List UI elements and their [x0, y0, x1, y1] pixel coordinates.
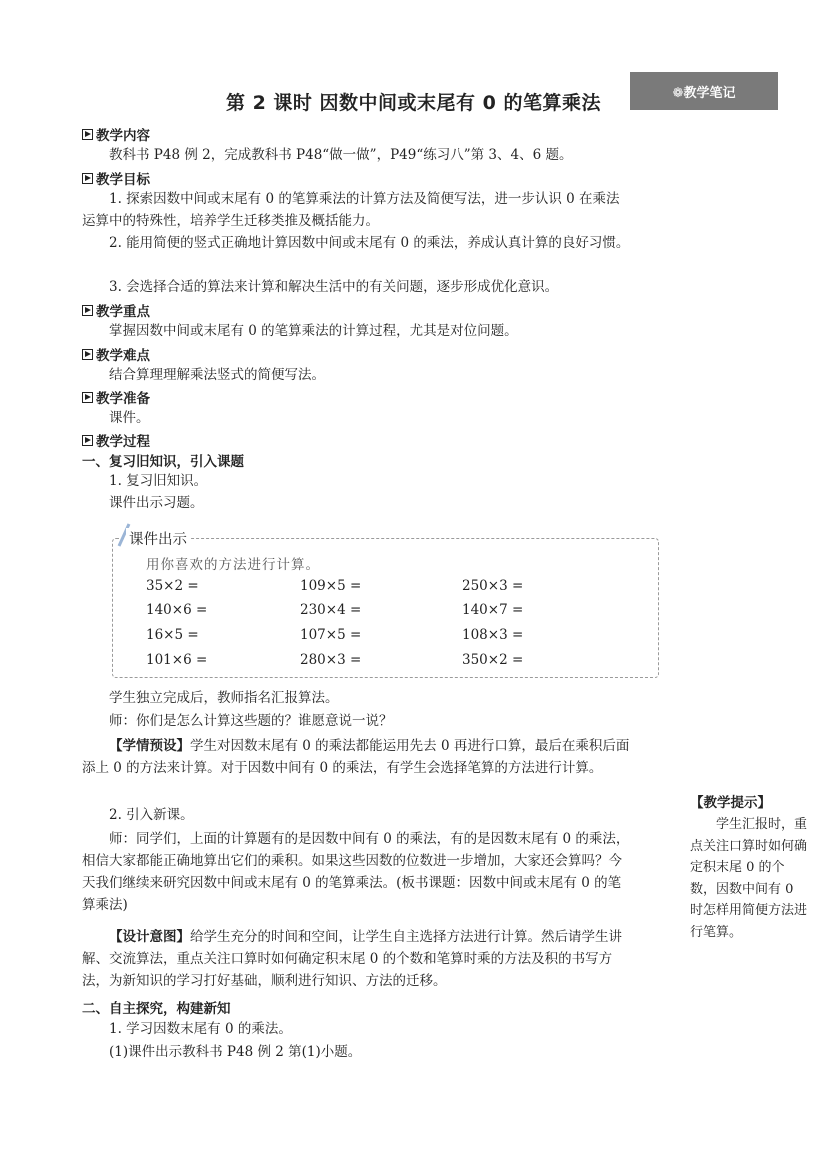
- design-paragraph: 【设计意图】给学生充分的时间和空间，让学生自主选择方法进行计算。然后请学生讲解、交流算法，重点关注口算时如何确定积末尾 0 的个数和笔算时乘的方法及积的书写方法，为新知识的学习打好基础，顺利进行知识、方法的迁移。: [82, 929, 622, 989]
- exercise-cell: 280×3 =: [300, 652, 362, 668]
- key-text: 掌握因数中间或末尾有 0 的笔算乘法的计算过程，尤其是对位问题。: [109, 323, 518, 339]
- play-icon: [82, 392, 93, 403]
- side-note-title: 【教学提示】: [690, 795, 771, 811]
- section-prep-heading: 教学准备: [82, 387, 150, 407]
- difficulty-text: 结合算理理解乘法竖式的简便写法。: [109, 367, 325, 383]
- page-title: 第 2 课时 因数中间或末尾有 0 的笔算乘法: [225, 92, 601, 114]
- section-key-heading: 教学重点: [82, 300, 150, 320]
- exercise-cell: 230×4 =: [300, 602, 362, 618]
- part1-heading: 一、复习旧知识，引入课题: [82, 454, 244, 470]
- exercise-cell: 107×5 =: [300, 627, 362, 643]
- design-tag: 【设计意图】: [109, 929, 190, 945]
- after-text-2: 师：你们是怎么计算这些题的？谁愿意说一说？: [109, 713, 393, 729]
- after-text-1: 学生独立完成后，教师指名汇报算法。: [109, 690, 339, 706]
- part1-step1b: 课件出示习题。: [109, 495, 204, 511]
- exercise-cell: 101×6 =: [146, 652, 208, 668]
- goal-item-2: 2. 能用简便的竖式正确地计算因数中间或末尾有 0 的乘法，养成认真计算的良好习惯。: [109, 235, 630, 251]
- part2-heading: 二、自主探究，构建新知: [82, 1001, 231, 1017]
- part2-step1: 1. 学习因数末尾有 0 的乘法。: [109, 1021, 292, 1037]
- courseware-subtitle: 用你喜欢的方法进行计算。: [146, 557, 320, 573]
- content-text: 教科书 P48 例 2，完成教科书 P48“做一做”，P49“练习八”第 3、4、6 题。: [109, 147, 573, 163]
- analysis-paragraph: 【学情预设】学生对因数末尾有 0 的乘法都能运用先去 0 再进行口算，最后在乘积后面添上 0 的方法来计算。对于因数中间有 0 的乘法，有学生会选择笔算的方法进行计算。: [82, 738, 630, 776]
- exercise-cell: 16×5 =: [146, 627, 199, 643]
- play-icon: [82, 173, 93, 184]
- notes-tag: ❁教学笔记: [630, 72, 778, 110]
- part2-step1a: (1)课件出示教科书 P48 例 2 第(1)小题。: [109, 1044, 362, 1060]
- exercise-cell: 140×7 =: [462, 602, 524, 618]
- play-icon: [82, 305, 93, 316]
- section-difficulty-heading: 教学难点: [82, 344, 150, 364]
- exercise-cell: 140×6 =: [146, 602, 208, 618]
- section-process-heading: 教学过程: [82, 430, 150, 450]
- section-content-heading: 教学内容: [82, 124, 150, 144]
- prep-text: 课件。: [109, 410, 150, 426]
- exercise-cell: 250×3 =: [462, 578, 524, 594]
- teacher-paragraph: 师：同学们，上面的计算题有的是因数中间有 0 的乘法，有的是因数末尾有 0 的乘法，相信大家都能正确地算出它们的乘积。如果这些因数的位数进一步增加，大家还会算吗？今天我们继续来研究因数中间或末尾有 0 的笔算乘法。(板书课题：因数中间或末尾有 0 的笔算乘法): [82, 831, 630, 913]
- exercise-cell: 108×3 =: [462, 627, 524, 643]
- exercise-cell: 35×2 =: [146, 578, 199, 594]
- exercise-cell: 350×2 =: [462, 652, 524, 668]
- courseware-label: 课件出示: [126, 528, 190, 549]
- exercise-cell: 109×5 =: [300, 578, 362, 594]
- side-note-text: 学生汇报时，重点关注口算时如何确定积末尾 0 的个数，因数中间有 0 时怎样用简便方法进行笔算。: [690, 817, 808, 940]
- goal-item-3: 3. 会选择合适的算法来计算和解决生活中的有关问题，逐步形成优化意识。: [109, 279, 559, 295]
- part1-step1: 1. 复习旧知识。: [109, 473, 208, 489]
- play-icon: [82, 435, 93, 446]
- goal-item-1: 1. 探索因数中间或末尾有 0 的笔算乘法的计算方法及简便写法，进一步认识 0 在乘法运算中的特殊性，培养学生迁移类推及概括能力。: [82, 191, 620, 229]
- part1-step2: 2. 引入新课。: [109, 807, 194, 823]
- analysis-tag: 【学情预设】: [109, 738, 190, 754]
- play-icon: [82, 129, 93, 140]
- play-icon: [82, 349, 93, 360]
- section-goals-heading: 教学目标: [82, 168, 150, 188]
